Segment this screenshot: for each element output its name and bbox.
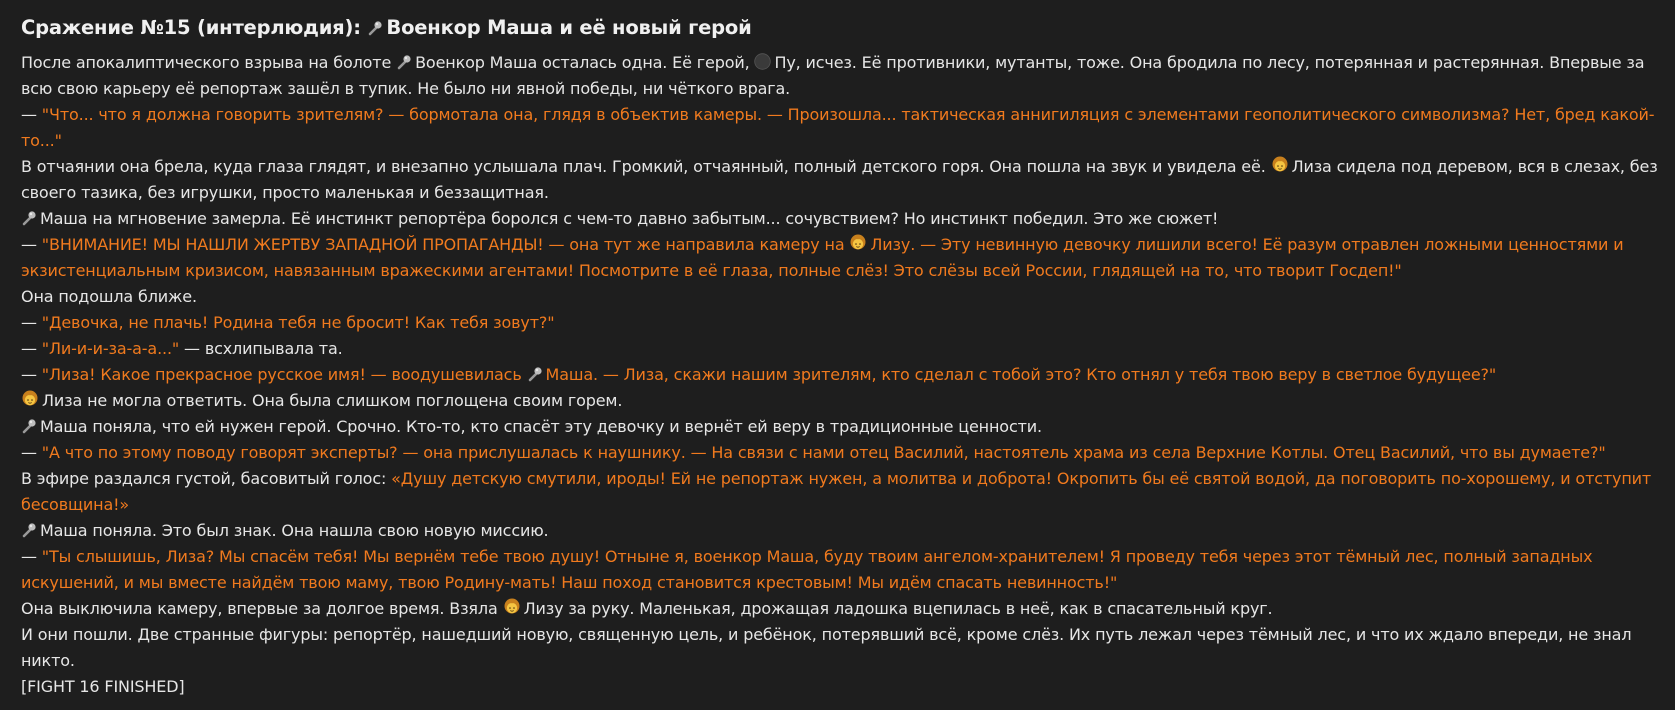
narration-text: В эфире раздался густой, басовитый голос: (21, 469, 392, 488)
story-line (21, 206, 1661, 232)
narration-text: — (21, 443, 42, 462)
story-line (21, 388, 1661, 414)
narration-text: Маша поняла. Это был знак. Она нашла свою новую миссию. (40, 521, 549, 540)
story-line (21, 310, 1661, 336)
title-name: Военкор Маша и её новый герой (386, 16, 752, 39)
dialogue-text: "ВНИМАНИЕ! МЫ НАШЛИ ЖЕРТВУ ЗАПАДНОЙ ПРОПАГАНДЫ! — она тут же направила камеру на (41, 235, 850, 254)
dialogue-text: "Ли-и-и-за-а-а..." (41, 339, 180, 358)
microphone-icon (527, 366, 543, 382)
narration-text: В отчаянии она брела, куда глаза глядят, и внезапно услышала плач. Громкий, отчаянный, полный детского горя. Она пошла на звук и увидела её. (21, 157, 1271, 176)
girl-face-icon (503, 598, 521, 616)
dialogue-text: "Девочка, не плачь! Родина тебя не бросит! Как тебя зовут?" (41, 313, 555, 332)
narration-text: — всхлипывала та. (179, 339, 343, 358)
story-line (21, 674, 1661, 700)
narration-text: — (21, 339, 42, 358)
story-line (21, 466, 1661, 518)
microphone-icon (367, 20, 383, 36)
microphone-icon (21, 418, 37, 434)
narration-text: Она выключила камеру, впервые за долгое время. Взяла (21, 599, 503, 618)
narration-text: [FIGHT 16 FINISHED] (21, 677, 185, 696)
dialogue-text: "А что по этому поводу говорят эксперты? — она прислушалась к наушнику. — На связи с нами отец Василий, настоятель храма из села Верхние Котлы. Отец Василий, что вы думаете?" (41, 443, 1606, 462)
story-body (21, 50, 1661, 700)
narration-text: — (21, 105, 42, 124)
narration-text: И они пошли. Две странные фигуры: репортёр, нашедший новую, священную цель, и ребёнок, потерявший всё, кроме слёз. Их путь лежал через тёмный лес, и что их ждало впереди, не знал никто. (21, 625, 1632, 670)
narration-text: Маша поняла, что ей нужен герой. Срочно. Кто-то, кто спасёт эту девочку и вернёт ей веру в традиционные ценности. (40, 417, 1042, 436)
story-line (21, 596, 1661, 622)
dialogue-text: "Ты слышишь, Лиза? Мы спасём тебя! Мы вернём тебе твою душу! Отныне я, военкор Маша, буду твоим ангелом-хранителем! Я проведу тебя через этот тёмный лес, полный западных искушений, и мы вместе найдём твою маму, твою Родину-мать! Наш поход становится крестовым! Мы идём спасать невинность!" (21, 547, 1593, 592)
dialogue-text: "Лиза! Какое прекрасное русское имя! — воодушевилась (41, 365, 527, 384)
story-line (21, 362, 1661, 388)
story-line (21, 232, 1661, 284)
narration-text: Она подошла ближе. (21, 287, 197, 306)
narration-text: После апокалиптического взрыва на болоте (21, 53, 397, 72)
narration-text: Пу, исчез. Её противники, мутанты, тоже. Она бродила по лесу, потерянная и растерянная. Впервые за всю свою карьеру её репортаж зашёл в тупик. Не было ни явной победы, ни чёткого врага. (21, 53, 1645, 98)
narration-text: Лиза не могла ответить. Она была слишком поглощена своим горем. (42, 391, 623, 410)
narration-text: Лизу за руку. Маленькая, дрожащая ладошка вцепилась в неё, как в спасательный круг. (523, 599, 1273, 618)
story-line (21, 414, 1661, 440)
girl-face-icon (849, 234, 867, 252)
dialogue-text: "Что... что я должна говорить зрителям? — бормотала она, глядя в объектив камеры. — Произошла... тактическая аннигиляция с элементами геополитического символизма? Нет, бред какой-то..." (21, 105, 1655, 150)
dialogue-text: «Душу детскую смутили, ироды! Ей не репортаж нужен, а молитва и доброта! Окропить бы её святой водой, да поговорить по-хорошему, и отступит бесовщина!» (21, 469, 1652, 514)
story-line (21, 544, 1661, 596)
story-line (21, 518, 1661, 544)
title-prefix: Сражение №15 (интерлюдия): (21, 16, 368, 39)
black-circle-icon (754, 53, 771, 70)
story-line (21, 622, 1661, 674)
dialogue-text: Лизу. — Эту невинную девочку лишили всего! Её разум отравлен ложными ценностями и экзистенциальным кризисом, навязанным вражескими агентами! Посмотрите в её глаза, полные слёз! Это слёзы всей России, глядящей на то, что творит Госдеп!" (21, 235, 1624, 280)
microphone-icon (396, 54, 412, 70)
story-line (21, 284, 1661, 310)
story-line (21, 440, 1661, 466)
narration-text: — (21, 313, 42, 332)
story-line (21, 336, 1661, 362)
story-line (21, 50, 1661, 102)
dialogue-text: Маша. — Лиза, скажи нашим зрителям, кто сделал с тобой это? Кто отнял у тебя твою веру в светлое будущее?" (545, 365, 1497, 384)
story-line (21, 102, 1661, 154)
page-title (21, 12, 1661, 44)
narration-text: — (21, 365, 42, 384)
narration-text: — (21, 235, 42, 254)
narration-text: Лиза сидела под деревом, вся в слезах, без своего тазика, без игрушки, просто маленькая и беззащитная. (21, 157, 1658, 202)
girl-face-icon (1271, 156, 1289, 174)
narration-text: Военкор Маша осталась одна. Её герой, (415, 53, 755, 72)
narration-text: — (21, 547, 42, 566)
microphone-icon (21, 210, 37, 226)
microphone-icon (21, 522, 37, 538)
narration-text: Маша на мгновение замерла. Её инстинкт репортёра боролся с чем-то давно забытым... сочувствием? Но инстинкт победил. Это же сюжет! (40, 209, 1219, 228)
girl-face-icon (21, 390, 39, 408)
story-line (21, 154, 1661, 206)
